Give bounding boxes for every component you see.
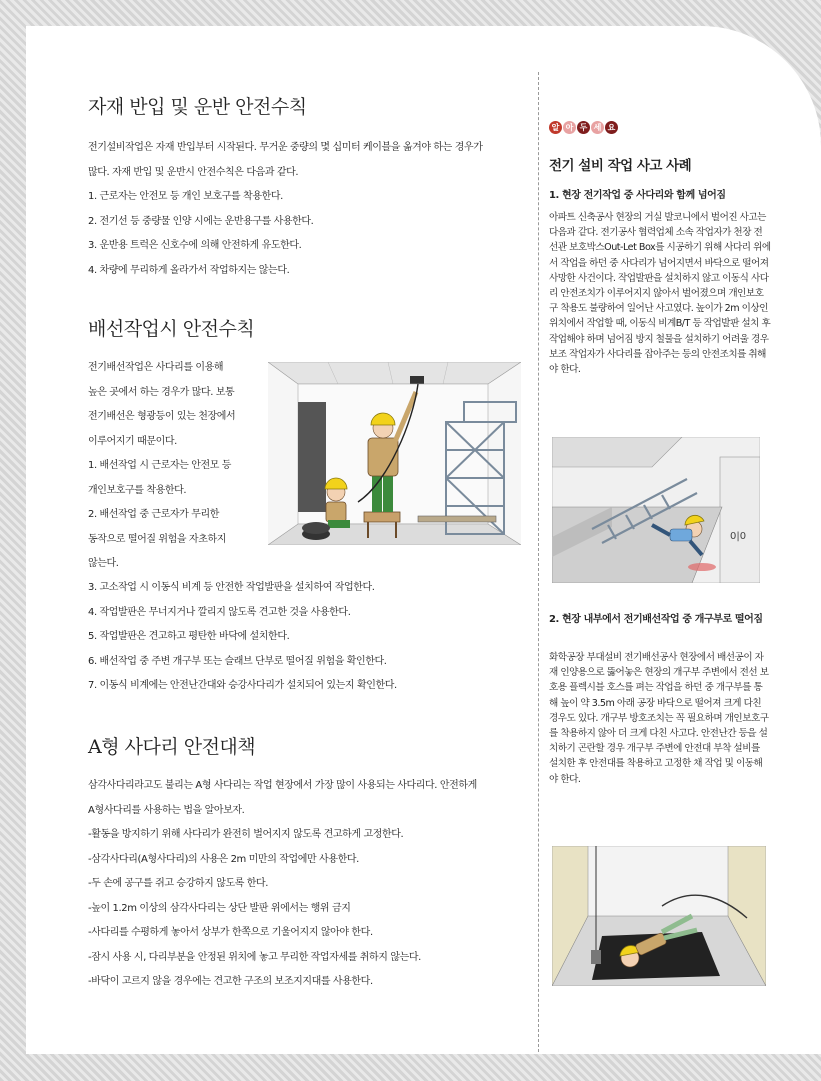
badge-char: 알: [549, 121, 562, 134]
body-line: -삼각사다리(A형사다리)의 사용은 2m 미만의 작업에만 사용한다.: [88, 853, 359, 865]
body-line: 높은 곳에서 하는 경우가 많다. 보통: [88, 386, 235, 398]
tip-badge: [549, 121, 618, 134]
sidebar-title: 전기 설비 작업 사고 사례: [549, 158, 692, 174]
body-line: 3. 고소작업 시 이동식 비계 등 안전한 작업발판을 설치하여 작업한다.: [88, 582, 375, 593]
body-line: 전기설비작업은 자재 반입부터 시작된다. 무거운 중량의 몇 십미터 케이블을 옮겨야 하는 경우가: [88, 142, 483, 153]
badge-char: 세: [591, 121, 604, 134]
body-line: -높이 1.2m 이상의 삼각사다리는 상단 발판 위에서는 행위 금지: [88, 902, 351, 914]
body-line: -잠시 사용 시, 다리부분을 안정된 위치에 놓고 무리한 작업자세를 취하지 않는다.: [88, 951, 421, 963]
body-line: 1. 근로자는 안전모 등 개인 보호구를 착용한다.: [88, 191, 283, 202]
opening-fall-svg: [552, 846, 766, 986]
body-line: 전기배선은 형광등이 있는 천장에서: [88, 411, 236, 422]
section-wiring-body-narrow: [88, 356, 268, 577]
body-line: -활동을 방지하기 위해 사다리가 완전히 벌어지지 않도록 견고하게 고정한다.: [88, 829, 404, 840]
badge-char: 요: [605, 121, 618, 134]
wiring-work-illustration: [268, 362, 521, 545]
body-line: 2. 배선작업 중 근로자가 무리한: [88, 509, 219, 520]
body-line: 4. 차량에 무리하게 올라가서 작업하지는 않는다.: [88, 264, 290, 276]
ladder-fall-svg: [552, 437, 760, 583]
body-line: 개인보호구를 착용한다.: [88, 484, 187, 496]
body-line: 2. 전기선 등 중량물 인양 시에는 운반용구를 사용한다.: [88, 215, 314, 227]
case1-body: 아파트 신축공사 현장의 거실 발코니에서 벌어진 사고는 다음과 같다. 전기공사 협력업체 소속 작업자가 천장 전선관 보호박스Out-Let Box를 시공하기 위해 사다리 위에서 작업을 하던 중 사다리가 넘어지면서 바닥으로 떨어져 사망한 사건이다. 작업발판을 설치하지 않고 이동식 사다리 안전조치가 이루어지지 않아서 벌어졌으며 개인보호구 착용도 불량하여 일어난 사고였다. 높이가 2m 이상인 위치에서 작업할 때, 이동식 비계B/T 등 작업발판 설치 후 작업해야 하며 넘어짐 방지 철물을 설치하기 어려울 경우 보조 작업자가 사다리를 잡아주는 등의 안전조치를 취해야 한다.: [549, 212, 771, 376]
case2-body: 화학공장 부대설비 전기배선공사 현장에서 배선공이 자재 인양용으로 뚫어놓은 현장의 개구부 주변에서 전선 보호용 플렉시블 호스를 펴는 작업을 하던 중 개구부를 통해 높이 약 3.5m 아래 공장 바닥으로 떨어져 크게 다친 경우도 있다. 개구부 방호조치는 꼭 필요하며 개인보호구를 착용하지 않아 더 크게 다친 사고다. 안전난간 등을 설치하기 곤란할 경우 개구부 주변에 안전대 부착 설비를 설치한 후 안전대를 착용하고 고정한 채 작업 및 이동해야 한다.: [549, 652, 769, 785]
section-wiring-body-wide: [88, 576, 536, 699]
section-ladder-body: [88, 774, 536, 995]
section-title-material: 자재 반입 및 운반 안전수칙: [88, 96, 307, 118]
section-title-ladder: A형 사다리 안전대책: [88, 736, 256, 758]
page: [26, 26, 821, 1054]
body-line: -바닥이 고르지 않을 경우에는 견고한 구조의 보조지지대를 사용한다.: [88, 976, 373, 987]
case1-title: 1. 현장 전기작업 중 사다리와 함께 넘어짐: [549, 190, 726, 201]
badge-char: 두: [577, 121, 590, 134]
body-line: 7. 이동식 비계에는 안전난간대와 승강사다리가 설치되어 있는지 확인한다.: [88, 680, 397, 691]
section-title-wiring: 배선작업시 안전수칙: [88, 318, 255, 340]
body-line: 삼각사다리라고도 불리는 A형 사다리는 작업 현장에서 가장 많이 사용되는 사다리다. 안전하게: [88, 780, 477, 791]
ladder-fall-illustration: [552, 437, 760, 583]
svg-text:0|0: 0|0: [730, 531, 747, 542]
body-line: 3. 운반용 트럭은 신호수에 의해 안전하게 유도한다.: [88, 240, 302, 251]
body-line: 4. 작업발판은 무너지거나 깔리지 않도록 견고한 것을 사용한다.: [88, 606, 351, 618]
column-divider: [538, 72, 539, 1052]
badge-char: 아: [563, 121, 576, 134]
opening-fall-illustration: [552, 846, 766, 986]
section-material-body: [88, 136, 536, 283]
body-line: -두 손에 공구를 쥐고 승강하지 않도록 한다.: [88, 878, 269, 889]
body-line: 전기배선작업은 사다리를 이용해: [88, 362, 224, 373]
body-line: A형사다리를 사용하는 법을 알아보자.: [88, 804, 245, 816]
body-line: -사다리를 수평하게 놓아서 상부가 한쪽으로 기울어지지 않아야 한다.: [88, 927, 373, 938]
body-line: 1. 배선작업 시 근로자는 안전모 등: [88, 460, 232, 471]
body-line: 않는다.: [88, 558, 119, 569]
body-line: 많다. 자재 반입 및 운반시 안전수칙은 다음과 같다.: [88, 166, 299, 178]
body-line: 동작으로 떨어질 위험을 자초하지: [88, 533, 226, 545]
wiring-scene-svg: [268, 362, 521, 545]
body-line: 이루어지기 때문이다.: [88, 435, 177, 447]
body-line: 6. 배선작업 중 주변 개구부 또는 슬래브 단부로 떨어질 위험을 확인한다.: [88, 655, 387, 667]
case2-title: 2. 현장 내부에서 전기배선작업 중 개구부로 떨어짐: [549, 614, 763, 625]
body-line: 5. 작업발판은 견고하고 평탄한 바닥에 설치한다.: [88, 631, 290, 642]
